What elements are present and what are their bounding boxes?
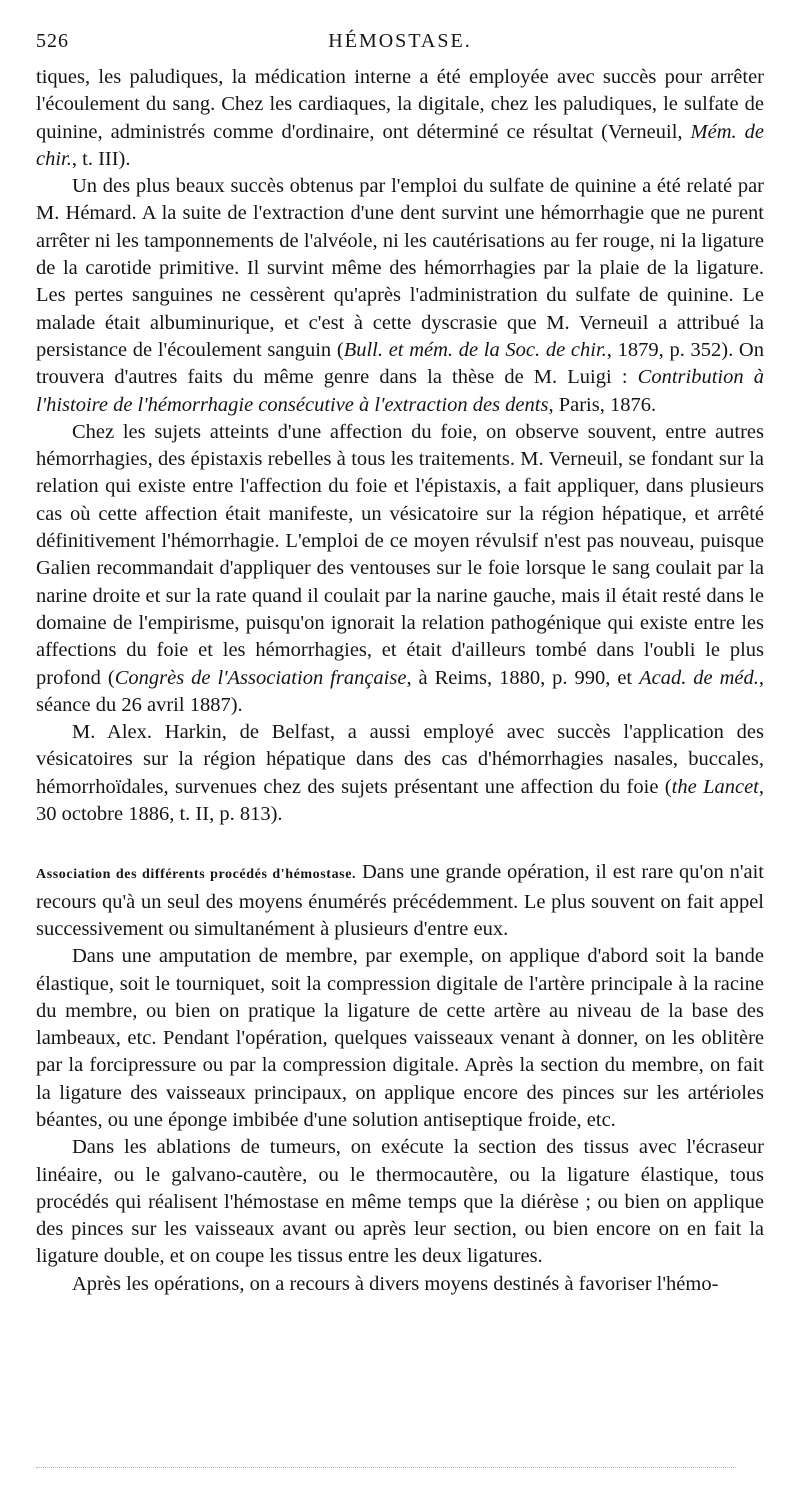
text-run: Après les opérations, on a recours à divers moyens destinés à favoriser l'hémo- bbox=[72, 1272, 719, 1295]
text-run: tiques, les paludiques, la médication interne a été employée avec succès pour arrêter l'écoulement du sang. Chez les cardiaques, la digitale, chez les paludiques, le sulfate de quinine, administrés comme d'ordinaire, ont déterminé ce résultat (Verneuil, bbox=[36, 66, 764, 143]
paragraph-after-operations bbox=[36, 1271, 764, 1298]
citation-italic: the Lancet bbox=[671, 775, 759, 798]
paragraph-continuation bbox=[36, 64, 764, 173]
paragraph-harkin bbox=[36, 719, 764, 828]
footer-dotted-rule bbox=[36, 1467, 736, 1468]
paragraph-tumor-ablation bbox=[36, 1134, 764, 1270]
citation-italic: Bull. et mém. de la Soc. de chir. bbox=[343, 338, 607, 361]
citation-italic: Congrès de l'Association française bbox=[114, 666, 407, 689]
page-header bbox=[36, 30, 764, 60]
text-run: Chez les sujets atteints d'une affection du foie, on observe souvent, entre autres hémorrhagies, des épistaxis rebelles à tous les traitements. M. Verneuil, se fondant sur la relation qui existe entre l'affection du foie et l'épistaxis, a fait appliquer, dans plusieurs cas où cette affection était manifeste, un vésicatoire sur la région hépatique, et arrêté définitivement l'hémorrhagie. L'emploi de ce moyen révulsif n'est pas nouveau, puisque Galien recommandait d'appliquer des ventouses sur le foie lorsque le sang coulait par la narine droite et sur la rate quand il coulait par la narine gauche, mais il était resté dans le domaine de l'empirisme, puisqu'on ignorait la relation pathogénique qui existe entre les affections du foie et les hémorrhagies, et était d'ailleurs tombé dans l'oubli le plus profond ( bbox=[36, 420, 764, 689]
text-run: , t. III). bbox=[71, 147, 131, 170]
paragraph-amputation bbox=[36, 943, 764, 1134]
paragraph-association-section bbox=[36, 859, 764, 943]
citation-italic: Mém. de chir. bbox=[36, 120, 764, 170]
text-run: , Paris, 1876. bbox=[548, 393, 657, 416]
text-run: , à Reims, 1880, p. 990, et bbox=[406, 666, 640, 689]
text-run: , 1879, p. 352). On trouvera d'autres faits du même genre dans la thèse de M. Luigi : bbox=[36, 338, 764, 389]
text-run: Dans les ablations de tumeurs, on exécute la section des tissus avec l'écraseur linéaire, ou le galvano-cautère, ou le thermocautère, ou la ligature élastique, tous procédés qui réalisent l'hémostase en même temps que la diérèse ; ou bien on applique des pinces sur les vaisseaux avant ou après leur section, ou bien encore on en fait la ligature double, et on coupe les tissus entre les deux ligatures. bbox=[36, 1136, 764, 1268]
text-run: M. Alex. Harkin, de Belfast, a aussi employé avec succès l'application des vésicatoires sur la région hépatique dans des cas d'hémorrhagies nasales, buccales, hémorrhoïdales, survenues chez des sujets présentant une affection du foie ( bbox=[36, 721, 764, 798]
text-run: , 30 octobre 1886, t. II, p. 813). bbox=[36, 775, 764, 826]
paragraph-liver-epistaxis bbox=[36, 419, 764, 719]
citation-italic: Acad. de méd. bbox=[639, 666, 759, 689]
running-title: HÉMOSTASE. bbox=[328, 30, 472, 52]
page-number: 526 bbox=[36, 30, 69, 52]
paragraph-quinine-case bbox=[36, 173, 764, 419]
citation-italic: Contribution à l'histoire de l'hémorrhagie consécutive à l'extraction des dents bbox=[36, 366, 764, 416]
text-run: Dans une amputation de membre, par exemple, on applique d'abord soit la bande élastique, soit le tourniquet, soit la compression digitale de l'artère principale à la racine du membre, ou bien on pratique la ligature de cette artère au niveau de la base des lambeaux, etc. Pendant l'opération, quelques vaisseaux venant à donner, on les oblitère par la forcipressure ou par la compression digitale. Après la section du membre, on fait la ligature des vaisseaux principaux, on applique encore des pinces sur les artérioles béantes, ou une éponge imbibée d'une solution antiseptique froide, etc. bbox=[36, 945, 764, 1131]
section-heading: Association des différents procédés d'hémostase. bbox=[36, 867, 357, 883]
body-text bbox=[36, 64, 764, 1298]
text-run: Un des plus beaux succès obtenus par l'emploi du sulfate de quinine a été relaté par M. Hémard. A la suite de l'extraction d'une dent survint une hémorrhagie que ne purent arrêter ni les tamponnements de l'alvéole, ni les cautérisations au fer rouge, ni la ligature de la carotide primitive. Il survint même des hémorrhagies par la plaie de la ligature. Les pertes sanguines ne cessèrent qu'après l'administration du sulfate de quinine. Le malade était albuminurique, et c'est à cette dyscrasie que M. Verneuil a attribué la persistance de l'écoulement sanguin ( bbox=[36, 175, 764, 361]
text-run: Dans une grande opération, il est rare qu'on n'ait recours qu'à un seul des moyens énumérés précédemment. Le plus souvent on fait appel successivement ou simultanément à plusieurs d'entre eux. bbox=[36, 861, 765, 940]
text-run: , séance du 26 avril 1887). bbox=[36, 666, 764, 716]
